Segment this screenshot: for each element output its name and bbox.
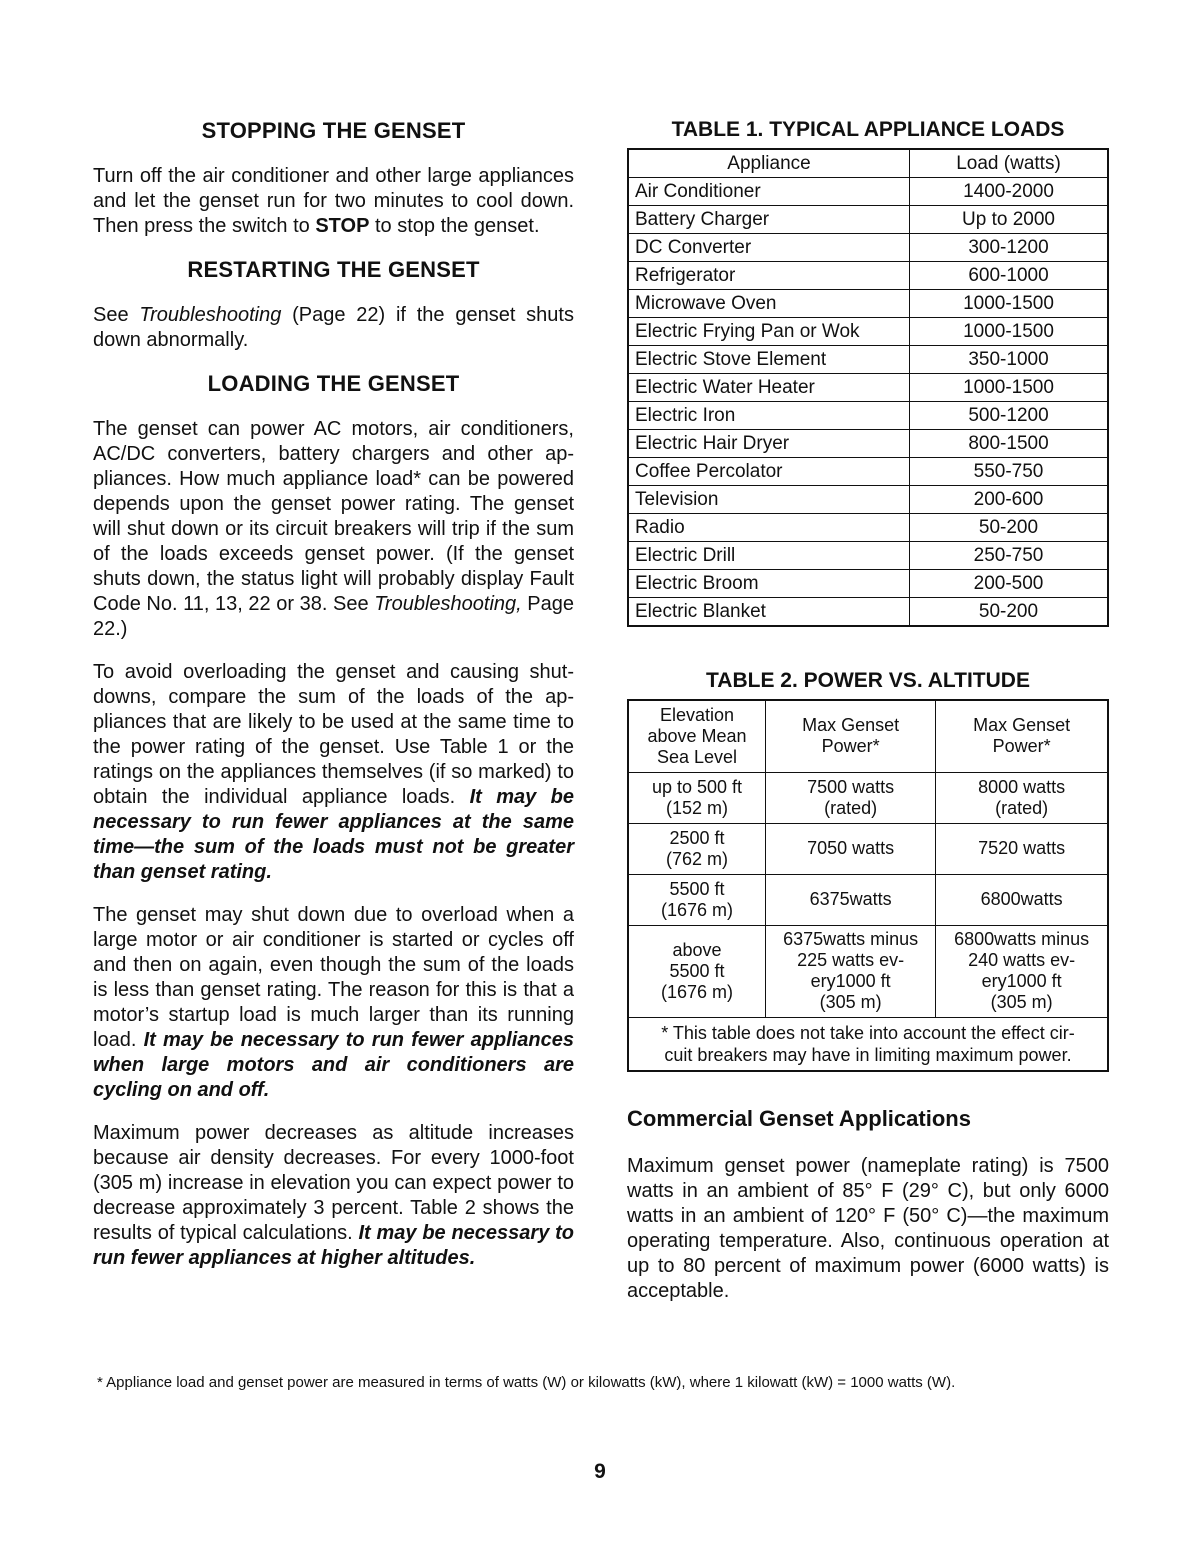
table2-title: TABLE 2. POWER VS. ALTITUDE xyxy=(706,669,1030,692)
power-cell: 7050 watts xyxy=(765,823,935,874)
load-cell: 300-1200 xyxy=(910,234,1109,262)
load-cell: 200-500 xyxy=(910,570,1109,598)
table-row xyxy=(628,925,1108,1017)
loading-p2-text: To avoid overloading the genset and causing shutdowns, compare the sum of the loads of the appliances that are likely to be used at the same time to the power rating of the genset. Use Table 1 or the ratings on the appliances themselves (if so marked) to obtain the individual appliance loads. xyxy=(93,661,574,808)
appliance-column-header: Appliance xyxy=(628,149,910,178)
appliance-cell: Electric Iron xyxy=(628,402,910,430)
appliance-cell: Microwave Oven xyxy=(628,290,910,318)
elevation-cell: up to 500 ft (152 m) xyxy=(628,772,765,823)
appliance-cell: Battery Charger xyxy=(628,206,910,234)
commercial-paragraph: Maximum genset power (nameplate rating) is 7500 watts in an ambient of 85° F (29° C), but only 6000 watts in an ambient of 120° F (50° C)—the maximum operating temperature. Also, continuous operation at up to 80 percent of maximum power (6000 watts) is acceptable. xyxy=(627,1154,1109,1302)
loading-paragraph-4 xyxy=(93,1121,574,1271)
loading-p4-warning: It may be necessary to run fewer appliances at higher altitudes. xyxy=(93,1222,574,1269)
table-row xyxy=(628,514,1108,542)
table-row xyxy=(628,772,1108,823)
table-row xyxy=(628,178,1108,206)
appliance-cell: Electric Frying Pan or Wok xyxy=(628,318,910,346)
elevation-header: Elevation above Mean Sea Level xyxy=(628,700,765,772)
table1-body xyxy=(628,178,1108,627)
troubleshooting-reference: Troubleshooting xyxy=(139,304,282,326)
load-cell: 250-750 xyxy=(910,542,1109,570)
loading-p3-warning: It may be necessary to run fewer appliances when large motors and air conditioners are cycling on and off. xyxy=(93,1029,574,1101)
power-cell: 6800watts xyxy=(936,874,1108,925)
power-cell: 6375watts minus 225 watts ev- ery1000 ft (305 m) xyxy=(765,925,935,1017)
load-cell: 1000-1500 xyxy=(910,318,1109,346)
table-row xyxy=(628,486,1108,514)
loading-paragraph-2 xyxy=(93,660,574,885)
load-cell: 600-1000 xyxy=(910,262,1109,290)
appliance-loads-table xyxy=(627,148,1109,627)
troubleshooting-reference-2: Troubleshooting, xyxy=(374,593,522,615)
loading-heading: LOADING THE GENSET xyxy=(207,371,460,396)
table-row xyxy=(628,346,1108,374)
appliance-cell: DC Converter xyxy=(628,234,910,262)
load-cell: 500-1200 xyxy=(910,402,1109,430)
load-cell: 350-1000 xyxy=(910,346,1109,374)
table-row xyxy=(628,874,1108,925)
table2-note-row xyxy=(628,1017,1108,1071)
stop-word: STOP xyxy=(315,215,370,237)
loading-p1-end: Page 22.) xyxy=(93,593,575,640)
table-row xyxy=(628,290,1108,318)
power-cell: 6800watts minus 240 watts ev- ery1000 ft (305 m) xyxy=(936,925,1108,1017)
elevation-cell: 5500 ft (1676 m) xyxy=(628,874,765,925)
loading-p2-warning: It may be necessary to run fewer appliances at the same time—the sum of the loads must not be greater than genset rating. xyxy=(93,786,574,883)
loading-paragraph-3 xyxy=(93,903,574,1103)
table2-header-row xyxy=(628,700,1108,772)
appliance-cell: Electric Water Heater xyxy=(628,374,910,402)
stopping-text-1: Turn off the air conditioner and other large appliances and let the genset run for two minutes to cool down. Then press the switch to xyxy=(93,165,574,237)
right-column xyxy=(627,118,1109,1322)
appliance-cell: Electric Blanket xyxy=(628,598,910,627)
restarting-text-2: (Page 22) if the genset shuts down abnormally. xyxy=(93,304,574,351)
power-cell: 8000 watts (rated) xyxy=(936,772,1108,823)
loading-p1-text: The genset can power AC motors, air conditioners, AC/DC converters, battery chargers and other appliances. How much appliance load* can be powered depends upon the genset power rating. The genset will shut down or its circuit breakers will trip if the sum of the loads exceeds genset power. (If the genset shuts down, the status light will probably display Fault Code No. 11, 13, 22 or 38. See xyxy=(93,418,574,615)
load-cell: 200-600 xyxy=(910,486,1109,514)
table-row xyxy=(628,598,1108,627)
power-altitude-table xyxy=(627,699,1109,1072)
appliance-cell: Electric Drill xyxy=(628,542,910,570)
loading-p3-text: The genset may shut down due to overload when a large motor or air conditioner is started or cycles off and then on again, even though the sum of the loads is less than genset rating. The reason for this is that a motor’s startup load is much larger than its running load. xyxy=(93,904,574,1051)
appliance-cell: Electric Broom xyxy=(628,570,910,598)
table-row xyxy=(628,823,1108,874)
appliance-cell: Radio xyxy=(628,514,910,542)
load-cell: 1000-1500 xyxy=(910,374,1109,402)
table-row xyxy=(628,318,1108,346)
power-cell: 7500 watts (rated) xyxy=(765,772,935,823)
table-row xyxy=(628,206,1108,234)
table1-header-row xyxy=(628,149,1108,178)
load-cell: 50-200 xyxy=(910,598,1109,627)
table-row xyxy=(628,430,1108,458)
table-row xyxy=(628,262,1108,290)
power-cell: 6375watts xyxy=(765,874,935,925)
appliance-cell: Electric Hair Dryer xyxy=(628,430,910,458)
load-cell: 550-750 xyxy=(910,458,1109,486)
restarting-paragraph xyxy=(93,303,574,353)
appliance-cell: Coffee Percolator xyxy=(628,458,910,486)
appliance-cell: Television xyxy=(628,486,910,514)
table-row xyxy=(628,542,1108,570)
page-number: 9 xyxy=(594,1460,606,1483)
restarting-text-1: See xyxy=(93,304,140,326)
load-cell: 1000-1500 xyxy=(910,290,1109,318)
appliance-cell: Air Conditioner xyxy=(628,178,910,206)
appliance-cell: Refrigerator xyxy=(628,262,910,290)
elevation-cell: above 5500 ft (1676 m) xyxy=(628,925,765,1017)
table-row xyxy=(628,234,1108,262)
left-column xyxy=(93,118,574,1289)
power-cell: 7520 watts xyxy=(936,823,1108,874)
table-row xyxy=(628,402,1108,430)
max-power-header-2: Max Genset Power* xyxy=(936,700,1108,772)
table-row xyxy=(628,458,1108,486)
restarting-heading: RESTARTING THE GENSET xyxy=(187,257,480,282)
table-row xyxy=(628,374,1108,402)
stopping-text-2: to stop the genset. xyxy=(369,215,540,237)
load-cell: 50-200 xyxy=(910,514,1109,542)
max-power-header-1: Max Genset Power* xyxy=(765,700,935,772)
loading-paragraph-1 xyxy=(93,417,574,642)
table-row xyxy=(628,570,1108,598)
load-cell: 800-1500 xyxy=(910,430,1109,458)
elevation-cell: 2500 ft (762 m) xyxy=(628,823,765,874)
table2-note: * This table does not take into account the effect cir- cuit breakers may have in limiting maximum power. xyxy=(628,1017,1108,1071)
loading-p4-text: Maximum power decreases as altitude increases because air density decreases. For every 1000-foot (305 m) increase in elevation you can expect power to decrease approximately 3 percent. Table 2 shows the results of typical calculations. xyxy=(93,1122,574,1244)
appliance-cell: Electric Stove Element xyxy=(628,346,910,374)
table1-title: TABLE 1. TYPICAL APPLIANCE LOADS xyxy=(671,118,1065,141)
load-cell: 1400-2000 xyxy=(910,178,1109,206)
load-column-header: Load (watts) xyxy=(910,149,1109,178)
commercial-heading: Commercial Genset Applications xyxy=(627,1105,971,1131)
stopping-paragraph xyxy=(93,164,574,239)
stopping-heading: STOPPING THE GENSET xyxy=(201,118,466,143)
footnote: * Appliance load and genset power are measured in terms of watts (W) or kilowatts (kW), where 1 kilowatt (kW) = 1000 watts (W). xyxy=(97,1374,956,1391)
load-cell: Up to 2000 xyxy=(910,206,1109,234)
